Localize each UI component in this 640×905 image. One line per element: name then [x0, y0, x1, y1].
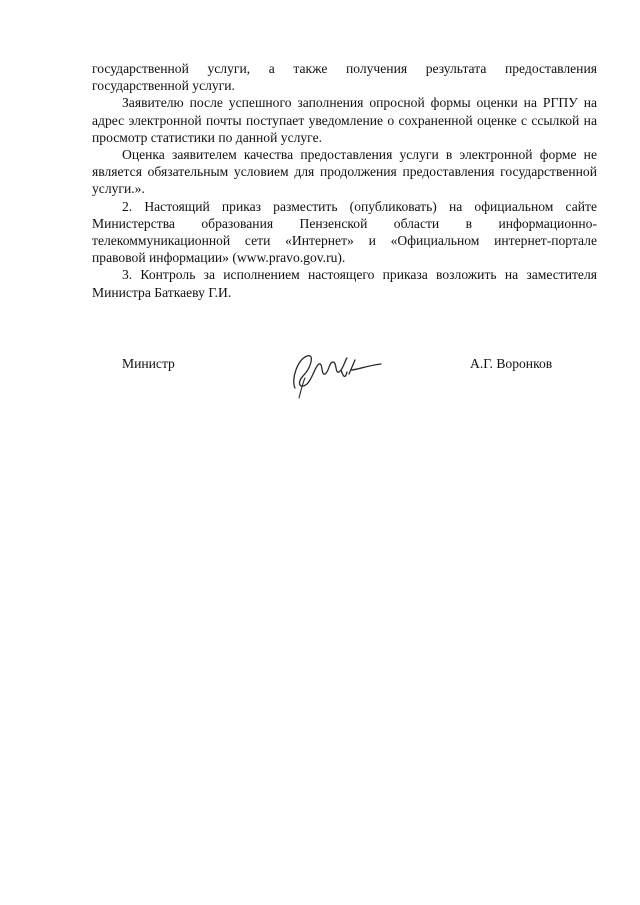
signatory-title: Министр — [122, 356, 175, 371]
paragraph-notification: Заявителю после успешного заполнения опросной формы оценки на РГПУ на адрес электронной почты поступает уведомление о сохраненной оценке с ссылкой на просмотр статистики по данной услуге. — [92, 95, 597, 145]
document-body — [92, 60, 597, 301]
paragraph-control: 3. Контроль за исполнением настоящего приказа возложить на заместителя Министра Баткаеву Г.И. — [92, 267, 597, 300]
handwritten-signature — [285, 350, 385, 400]
paragraph-publication: 2. Настоящий приказ разместить (опубликовать) на официальном сайте Министерства образования Пензенской области в информационно-телекоммуникационной сети «Интернет» и «Официальном интернет-портале правовой информации» (www.pravo.gov.ru). — [92, 198, 597, 266]
signature-block — [0, 350, 640, 410]
paragraph-continuation: государственной услуги, а также получения результата предоставления государственной услуги. — [92, 61, 597, 94]
paragraph-evaluation: Оценка заявителем качества предоставления услуги в электронной форме не является обязательным условием для продолжения предоставления государственной услуги.». — [92, 147, 597, 197]
signatory-name: А.Г. Воронков — [470, 356, 553, 371]
